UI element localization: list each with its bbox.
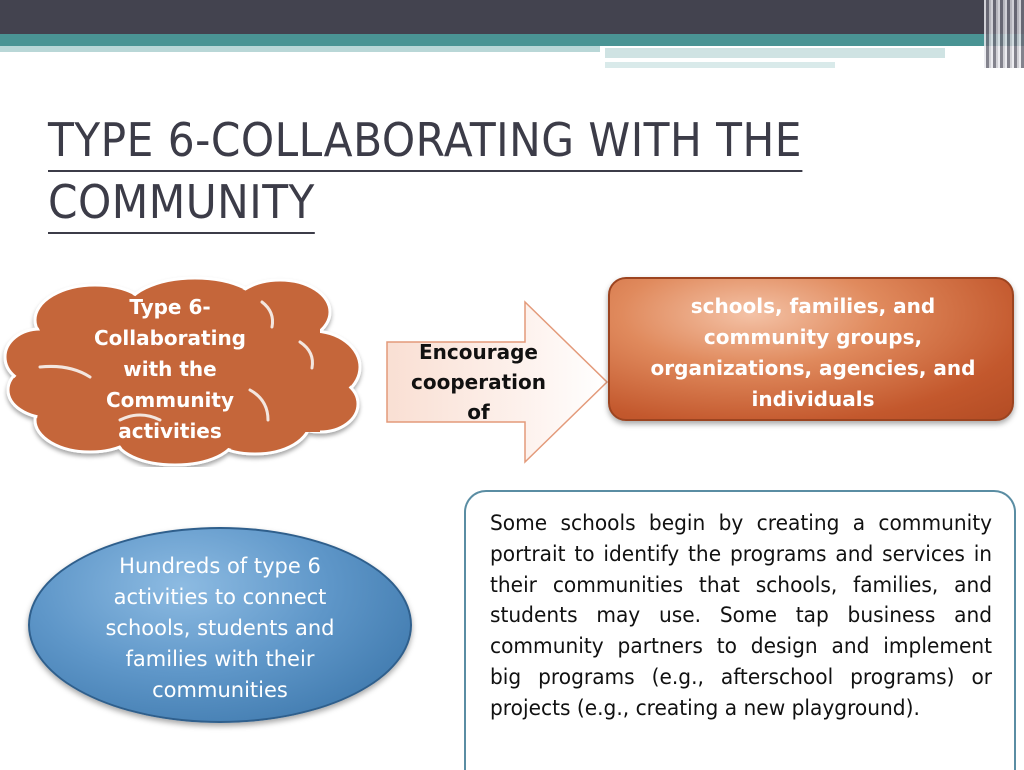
slide-title-line-2: COMMUNITY xyxy=(48,172,315,234)
slide-title-line-1: TYPE 6-COLLABORATING WITH THE xyxy=(48,110,802,172)
slide-title xyxy=(48,110,876,234)
activities-ellipse xyxy=(28,527,412,723)
top-accent-line-2 xyxy=(605,48,945,58)
description-text: Some schools begin by creating a community portrait to identify the programs and services in their communities that schools, families, and students may use. Some tap business and community partners to design and implement big programs (e.g., afterschool programs) or projects (e.g., creating a new playground). xyxy=(490,511,993,720)
stakeholders-box xyxy=(608,277,1014,421)
activities-label: Hundreds of type 6 activities to connect schools, students and families with their communities xyxy=(105,554,335,702)
description-callout xyxy=(464,490,1016,770)
cloud-label: Type 6-Collaborating with the Community activities xyxy=(93,295,246,443)
top-accent-line xyxy=(0,46,600,52)
arrow-shape xyxy=(385,300,613,465)
top-accent-line-3 xyxy=(605,62,835,68)
arrow-label: Encourage cooperation of xyxy=(411,340,546,424)
top-banner xyxy=(0,0,1024,34)
top-accent-bar xyxy=(0,34,1024,46)
cloud-shape xyxy=(0,272,370,467)
stakeholders-label: schools, families, and community groups, organizations, agencies, and individuals xyxy=(650,294,976,411)
corner-stripes xyxy=(984,0,1024,68)
